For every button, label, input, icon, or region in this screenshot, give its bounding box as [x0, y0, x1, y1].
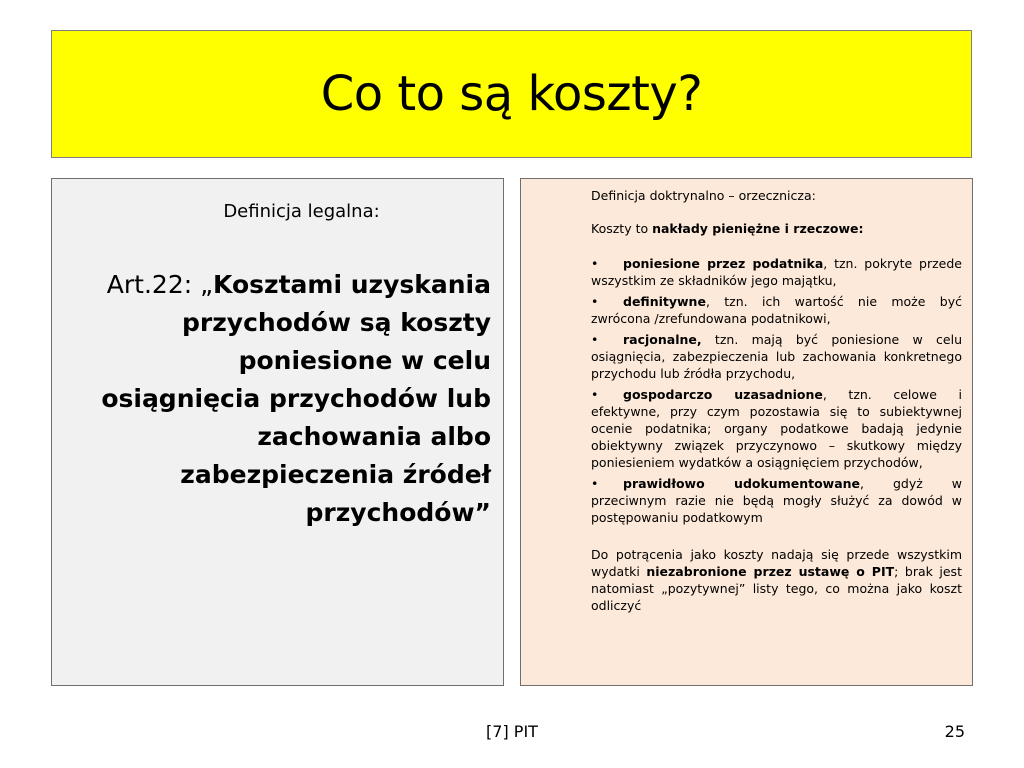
closing-text-end: ; brak jest natomiast „pozytywnej” listy tego, co można jako koszt odliczyć	[591, 564, 962, 613]
intro-text: Koszty to	[591, 221, 653, 236]
bullet-icon: •	[591, 294, 599, 309]
list-item	[591, 331, 962, 382]
bullet-description: , tzn. celowe i efektywne, przy czym pozostawia się to subiektywnej ocenie podatnika; organy podatkowe badają jedynie obiektywny związek przyczynowo – skutkowy między poniesieniem wydatków a osiągnięciem przychodów,	[591, 387, 963, 470]
bullet-icon: •	[591, 332, 599, 347]
costs-intro	[591, 220, 962, 237]
article-22-quote	[72, 266, 491, 532]
bullet-term: definitywne	[623, 294, 706, 309]
bullet-term: gospodarczo uzasadnione	[623, 387, 823, 402]
bullet-term: racjonalne,	[623, 332, 702, 347]
page-number: 25	[944, 722, 965, 741]
doctrinal-definition-panel	[520, 178, 973, 686]
bullet-icon: •	[591, 256, 599, 271]
bullet-icon: •	[591, 476, 599, 491]
title-banner	[51, 30, 972, 158]
bullet-term: poniesione przez podatnika	[623, 256, 824, 271]
article-prefix: Art.22: „	[106, 270, 214, 299]
closing-text: Do potrącenia jako koszty nadają się przede wszystkim wydatki	[591, 547, 962, 579]
slide-title: Co to są koszty?	[320, 66, 703, 122]
closing-bold-text: niezabronione przez ustawę o PIT	[646, 564, 895, 579]
closing-paragraph	[591, 546, 962, 614]
footer-label: [7] PIT	[486, 722, 538, 741]
list-item	[591, 386, 962, 471]
bullet-description: , tzn. pokryte przede wszystkim ze składników jego majątku,	[591, 256, 963, 288]
bullet-icon: •	[591, 387, 599, 402]
legal-definition-heading: Definicja legalna:	[223, 201, 380, 222]
doctrinal-heading: Definicja doktrynalno – orzecznicza:	[591, 188, 816, 203]
legal-definition-panel	[51, 178, 504, 686]
bullet-description: tzn. mają być poniesione w celu osiągnięcia, zabezpieczenia lub zachowania konkretnego przychodu lub źródła przychodu,	[591, 332, 962, 381]
bullet-term: prawidłowo udokumentowane	[623, 476, 861, 491]
article-text: Kosztami uzyskania przychodów są koszty poniesione w celu osiągnięcia przychodów lub zachowania albo zabezpieczenia źródeł przychodów”	[101, 270, 491, 527]
intro-bold-text: nakłady pieniężne i rzeczowe:	[652, 221, 864, 236]
list-item	[591, 293, 962, 327]
list-item	[591, 475, 962, 526]
list-item	[591, 255, 962, 289]
bullet-description: , gdyż w przeciwnym razie nie będą mogły służyć za dowód w postępowaniu podatkowym	[591, 476, 962, 525]
bullet-description: , tzn. ich wartość nie może być zwrócona /zrefundowana podatnikowi,	[591, 294, 962, 326]
